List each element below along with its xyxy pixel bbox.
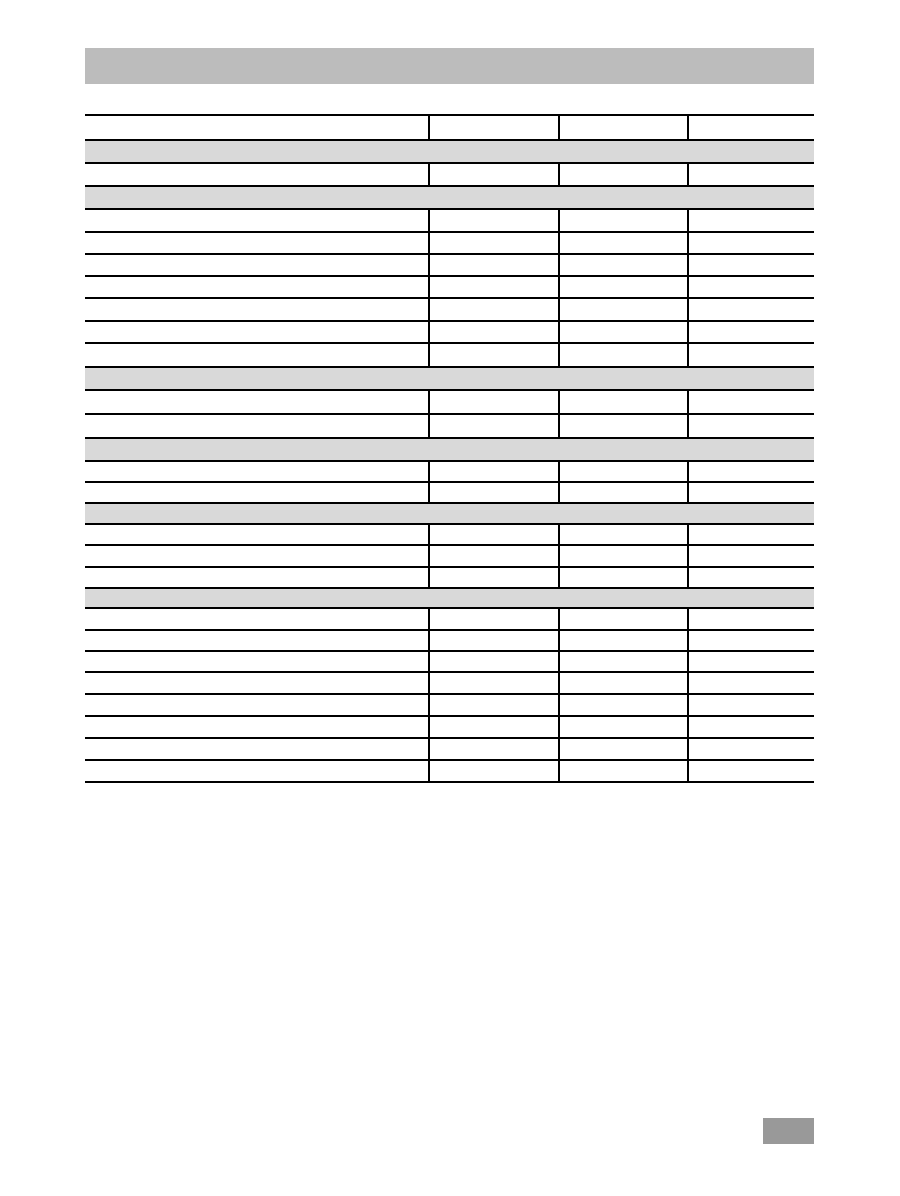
table-cell [687,415,814,437]
table-cell [85,391,428,413]
table-row [85,544,814,566]
spec-table [85,114,814,783]
table-cell [687,652,814,671]
table-cell [85,609,428,629]
section-header-row [85,366,814,389]
table-cell [687,233,814,253]
table-cell [85,277,428,297]
table-cell [687,695,814,715]
section-header-label [85,368,814,389]
table-cell [687,761,814,781]
table-cell [558,164,687,185]
table-cell [687,568,814,587]
table-cell [85,673,428,693]
table-row [85,523,814,544]
table-row [85,342,814,366]
table-cell [687,255,814,275]
table-cell [558,116,687,139]
table-cell [428,255,558,275]
table-cell [558,462,687,481]
table-row [85,114,814,139]
table-cell [428,525,558,544]
table-cell [558,652,687,671]
table-cell [428,739,558,759]
table-cell [558,631,687,650]
section-header-row [85,587,814,607]
table-row [85,162,814,185]
table-row [85,413,814,437]
table-cell [428,116,558,139]
section-header-label [85,589,814,607]
table-cell [85,164,428,185]
table-cell [558,609,687,629]
table-row [85,208,814,231]
table-cell [558,299,687,320]
table-cell [85,322,428,342]
table-cell [85,695,428,715]
table-cell [85,525,428,544]
table-cell [85,210,428,231]
table-cell [428,695,558,715]
table-row [85,275,814,297]
section-header-row [85,185,814,208]
table-cell [687,299,814,320]
table-cell [687,739,814,759]
table-cell [558,415,687,437]
table-cell [558,391,687,413]
table-cell [558,344,687,366]
table-cell [85,761,428,781]
table-cell [428,673,558,693]
title-banner [85,48,814,84]
table-cell [428,609,558,629]
table-cell [558,739,687,759]
section-header-row [85,502,814,523]
table-cell [428,568,558,587]
table-cell [428,322,558,342]
table-row [85,650,814,671]
table-row [85,320,814,342]
table-cell [428,391,558,413]
section-header-row [85,139,814,162]
table-cell [687,391,814,413]
section-header-label [85,439,814,460]
table-cell [85,568,428,587]
table-cell [428,631,558,650]
table-cell [558,483,687,502]
table-row [85,460,814,481]
table-cell [85,255,428,275]
table-cell [687,525,814,544]
table-cell [687,344,814,366]
section-header-label [85,504,814,523]
section-header-row [85,437,814,460]
table-row [85,481,814,502]
table-row [85,253,814,275]
table-cell [428,462,558,481]
page-number-box [763,1118,814,1144]
table-cell [687,546,814,566]
table-cell [558,322,687,342]
table-row [85,607,814,629]
table-cell [428,299,558,320]
table-cell [687,164,814,185]
table-cell [558,255,687,275]
table-cell [85,717,428,737]
table-cell [687,277,814,297]
table-cell [85,546,428,566]
table-cell [687,609,814,629]
table-cell [428,761,558,781]
table-cell [428,415,558,437]
table-cell [687,631,814,650]
table-cell [558,546,687,566]
table-row [85,231,814,253]
table-cell [687,210,814,231]
table-row [85,759,814,781]
table-cell [558,568,687,587]
table-cell [687,462,814,481]
section-header-label [85,187,814,208]
table-row [85,566,814,587]
table-cell [558,233,687,253]
table-cell [85,116,428,139]
table-cell [85,739,428,759]
table-cell [558,210,687,231]
section-header-label [85,141,814,162]
table-cell [428,717,558,737]
table-row [85,629,814,650]
table-cell [558,277,687,297]
table-row [85,389,814,413]
table-cell [428,344,558,366]
table-cell [428,277,558,297]
table-cell [687,116,814,139]
table-row [85,297,814,320]
table-cell [85,652,428,671]
table-cell [85,344,428,366]
table-cell [428,164,558,185]
table-cell [85,483,428,502]
table-cell [558,717,687,737]
table-cell [558,525,687,544]
table-row [85,693,814,715]
table-row [85,715,814,737]
table-cell [687,673,814,693]
table-cell [85,233,428,253]
table-cell [428,546,558,566]
table-cell [687,717,814,737]
table-cell [85,415,428,437]
table-cell [687,322,814,342]
table-cell [85,631,428,650]
table-cell [428,652,558,671]
table-cell [85,462,428,481]
table-cell [428,233,558,253]
table-cell [85,299,428,320]
table-cell [558,673,687,693]
table-cell [428,210,558,231]
table-cell [428,483,558,502]
table-row [85,671,814,693]
table-cell [558,761,687,781]
table-cell [558,695,687,715]
table-cell [687,483,814,502]
table-row [85,737,814,759]
